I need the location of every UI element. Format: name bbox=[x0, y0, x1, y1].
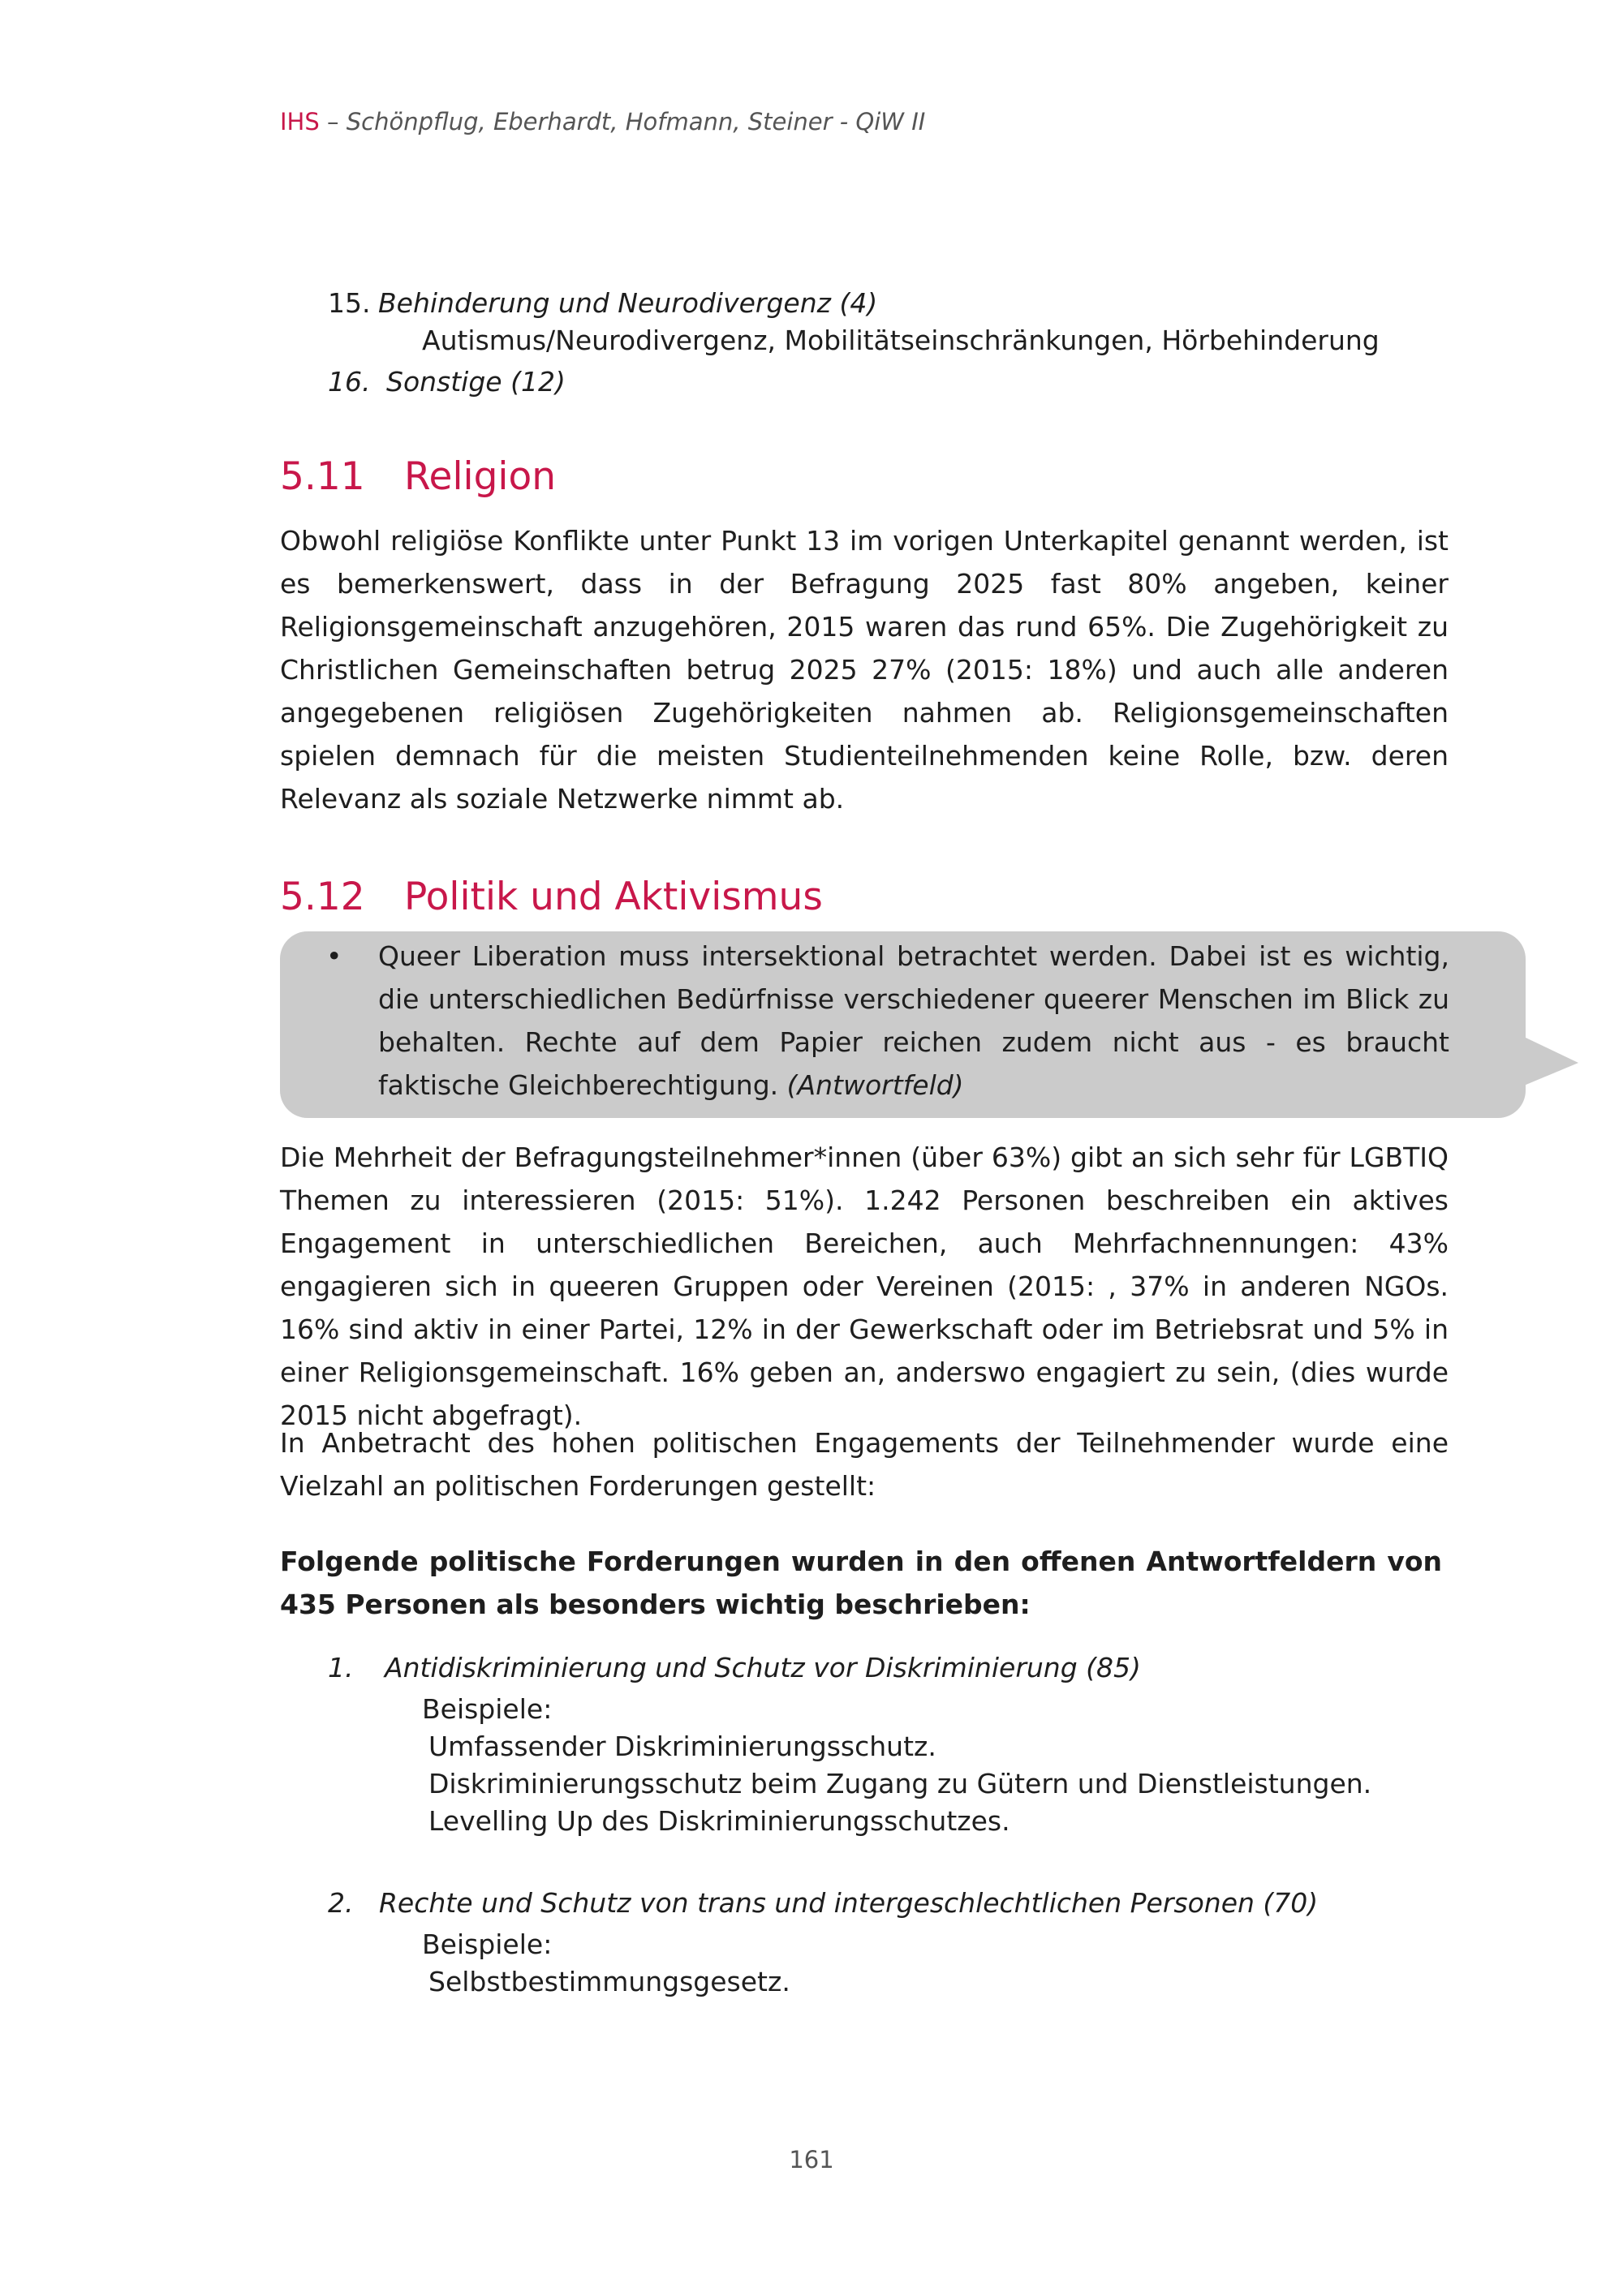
list-item-15 bbox=[328, 284, 877, 323]
quote-bubble-tail bbox=[1524, 1037, 1581, 1094]
example-item: Diskriminierungsschutz beim Zugang zu Gütern und Dienstleistungen. bbox=[428, 1768, 1372, 1799]
section-title: Politik und Aktivismus bbox=[404, 875, 823, 919]
example-item: Selbstbestimmungsgesetz. bbox=[428, 1966, 790, 1997]
list-title: Sonstige (12) bbox=[386, 366, 566, 398]
example-item: Levelling Up des Diskriminierungsschutzes. bbox=[428, 1805, 1010, 1837]
list-title: Behinderung und Neurodivergenz (4) bbox=[378, 287, 878, 319]
section-heading-politik bbox=[280, 873, 823, 922]
list-number: 15. bbox=[328, 287, 371, 319]
politik-paragraph-2: In Anbetracht des hohen politischen Engagements der Teilnehmender wurde eine Vielzahl an politischen Forderungen gestellt: bbox=[280, 1427, 1449, 1502]
quote-text bbox=[378, 935, 1449, 1107]
list-item-16 bbox=[328, 363, 566, 402]
demand-number: 2. bbox=[328, 1887, 354, 1919]
section-title: Religion bbox=[404, 454, 557, 499]
example-item: Umfassender Diskriminierungsschutz. bbox=[428, 1731, 936, 1762]
demand-title: Rechte und Schutz von trans und intergeschlechtlichen Personen (70) bbox=[379, 1887, 1319, 1919]
header-authors: Schönpflug, Eberhardt, Hofmann, Steiner - QiW II bbox=[346, 108, 926, 135]
demand-number: 1. bbox=[328, 1652, 354, 1683]
quote-source: (Antwortfeld) bbox=[786, 1069, 964, 1101]
list-number: 16. bbox=[328, 366, 371, 398]
demand-item-1 bbox=[328, 1649, 1141, 1688]
examples-label: Beispiele: bbox=[422, 1693, 553, 1725]
bullet-icon: • bbox=[326, 940, 342, 972]
examples-label: Beispiele: bbox=[422, 1928, 553, 1960]
running-header bbox=[280, 105, 925, 138]
demands-intro: Folgende politische Forderungen wurden in den offenen Antwortfeldern von 435 Personen als besonders wichtig beschrieben: bbox=[280, 1546, 1442, 1620]
header-separator: – bbox=[319, 108, 347, 135]
section-heading-religion bbox=[280, 453, 556, 501]
demand-item-2 bbox=[328, 1884, 1318, 1923]
religion-paragraph: Obwohl religiöse Konflikte unter Punkt 13 im vorigen Unterkapitel genannt werden, ist es bemerkenswert, dass in der Befragung 2025 fast 80% angeben, keiner Religionsgemeinschaft anzugehören, 2015 waren das rund 65%. Die Zugehörigkeit zu Christlichen Gemeinschaften betrug 2025 27% (2015: 18%) und auch alle anderen angegebenen religiösen Zugehörigkeiten nahmen ab. Religionsgemeinschaften spielen demnach für die meisten Studienteilnehmenden keine Rolle, bzw. deren Relevanz als soziale Netzwerke nimmt ab. bbox=[280, 525, 1449, 815]
section-number: 5.12 bbox=[280, 875, 365, 919]
header-org: IHS bbox=[280, 108, 320, 135]
page-number: 161 bbox=[789, 2146, 834, 2173]
list-item-15-detail: Autismus/Neurodivergenz, Mobilitätseinschränkungen, Hörbehinderung bbox=[422, 325, 1380, 356]
demand-title: Antidiskriminierung und Schutz vor Diskriminierung (85) bbox=[385, 1652, 1141, 1683]
quote-body: Queer Liberation muss intersektional betrachtet werden. Dabei ist es wichtig, die unterschiedlichen Bedürfnisse verschiedener queerer Menschen im Blick zu behalten. Rechte auf dem Papier reichen zudem nicht aus - es braucht faktische Gleichberechtigung. bbox=[378, 940, 1449, 1101]
section-number: 5.11 bbox=[280, 454, 365, 499]
politik-paragraph-1: Die Mehrheit der Befragungsteilnehmer*innen (über 63%) gibt an sich sehr für LGBTIQ Themen zu interessieren (2015: 51%). 1.242 Personen beschreiben ein aktives Engagement in unterschiedlichen Bereichen, auch Mehrfachnennungen: 43% engagieren sich in queeren Gruppen oder Vereinen (2015: , 37% in anderen NGOs. 16% sind aktiv in einer Partei, 12% in der Gewerkschaft oder im Betriebsrat und 5% in einer Religionsgemeinschaft. 16% geben an, anderswo engagiert zu sein, (dies wurde 2015 nicht abgefragt). bbox=[280, 1142, 1449, 1431]
